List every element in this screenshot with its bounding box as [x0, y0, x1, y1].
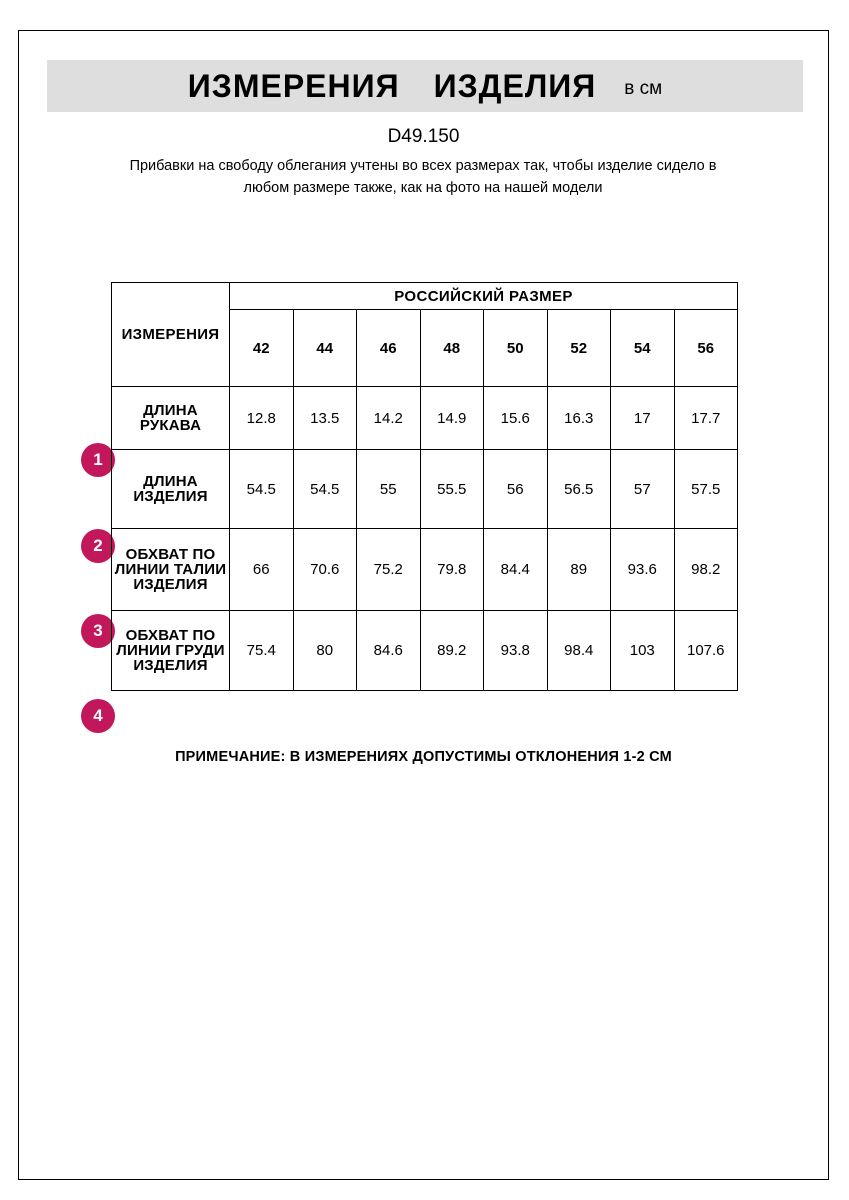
size-cell-44: 44 [293, 310, 357, 387]
cell-r3-c6: 89 [547, 529, 611, 611]
cell-r1-c4: 14.9 [420, 387, 484, 450]
size-chart-page [18, 30, 829, 1180]
cell-r2-c5: 56 [484, 450, 548, 529]
size-cell-46: 46 [357, 310, 421, 387]
cell-r1-c5: 15.6 [484, 387, 548, 450]
table-header-group-row [112, 283, 738, 310]
intro-note: Прибавки на свободу облегания учтены во всех размерах так, чтобы изделие сидело в любом размере также, как на фото на нашей модели [129, 158, 717, 196]
cell-r2-c1: 54.5 [230, 450, 294, 529]
cell-r2-c4: 55.5 [420, 450, 484, 529]
row-bullet-3: 3 [81, 614, 115, 648]
header-banner [47, 60, 803, 112]
page-inner [19, 31, 828, 1179]
cell-r3-c4: 79.8 [420, 529, 484, 611]
cell-r4-c3: 84.6 [357, 611, 421, 691]
table-row [112, 387, 738, 450]
cell-r3-c5: 84.4 [484, 529, 548, 611]
cell-r4-c8: 107.6 [674, 611, 738, 691]
table-row [112, 529, 738, 611]
cell-r1-c7: 17 [611, 387, 675, 450]
cell-r1-c6: 16.3 [547, 387, 611, 450]
cell-r1-c3: 14.2 [357, 387, 421, 450]
size-cell-48: 48 [420, 310, 484, 387]
cell-r3-c3: 75.2 [357, 529, 421, 611]
cell-r1-c2: 13.5 [293, 387, 357, 450]
row-label-waist-circumference: ОБХВАТ ПО ЛИНИИ ТАЛИИ ИЗДЕЛИЯ [112, 529, 230, 611]
header-title-part2: ИЗДЕЛИЯ [433, 67, 597, 104]
cell-r3-c8: 98.2 [674, 529, 738, 611]
table-row [112, 611, 738, 691]
size-cell-56: 56 [674, 310, 738, 387]
measure-header-cell: ИЗМЕРЕНИЯ [112, 283, 230, 387]
cell-r3-c7: 93.6 [611, 529, 675, 611]
cell-r2-c7: 57 [611, 450, 675, 529]
size-cell-42: 42 [230, 310, 294, 387]
header-title-part1: ИЗМЕРЕНИЯ [187, 67, 400, 104]
product-code: D49.150 [387, 126, 460, 147]
row-bullet-1: 1 [81, 443, 115, 477]
cell-r1-c1: 12.8 [230, 387, 294, 450]
cell-r4-c5: 93.8 [484, 611, 548, 691]
cell-r3-c2: 70.6 [293, 529, 357, 611]
cell-r4-c7: 103 [611, 611, 675, 691]
cell-r2-c6: 56.5 [547, 450, 611, 529]
cell-r2-c3: 55 [357, 450, 421, 529]
size-cell-54: 54 [611, 310, 675, 387]
cell-r2-c2: 54.5 [293, 450, 357, 529]
row-bullet-2: 2 [81, 529, 115, 563]
cell-r4-c1: 75.4 [230, 611, 294, 691]
cell-r1-c8: 17.7 [674, 387, 738, 450]
size-group-header-cell: РОССИЙСКИЙ РАЗМЕР [230, 283, 738, 310]
row-label-chest-circumference: ОБХВАТ ПО ЛИНИИ ГРУДИ ИЗДЕЛИЯ [112, 611, 230, 691]
measurements-table-wrapper [111, 282, 737, 691]
cell-r3-c1: 66 [230, 529, 294, 611]
cell-r4-c6: 98.4 [547, 611, 611, 691]
size-cell-52: 52 [547, 310, 611, 387]
row-label-sleeve-length: ДЛИНА РУКАВА [112, 387, 230, 450]
measurements-table [111, 282, 738, 691]
row-label-item-length: ДЛИНА ИЗДЕЛИЯ [112, 450, 230, 529]
table-row [112, 450, 738, 529]
size-cell-50: 50 [484, 310, 548, 387]
cell-r4-c4: 89.2 [420, 611, 484, 691]
cell-r4-c2: 80 [293, 611, 357, 691]
row-bullet-4: 4 [81, 699, 115, 733]
cell-r2-c8: 57.5 [674, 450, 738, 529]
footer-note: ПРИМЕЧАНИЕ: В ИЗМЕРЕНИЯХ ДОПУСТИМЫ ОТКЛОНЕНИЯ 1-2 СМ [175, 749, 672, 765]
header-unit: в см [624, 78, 663, 99]
